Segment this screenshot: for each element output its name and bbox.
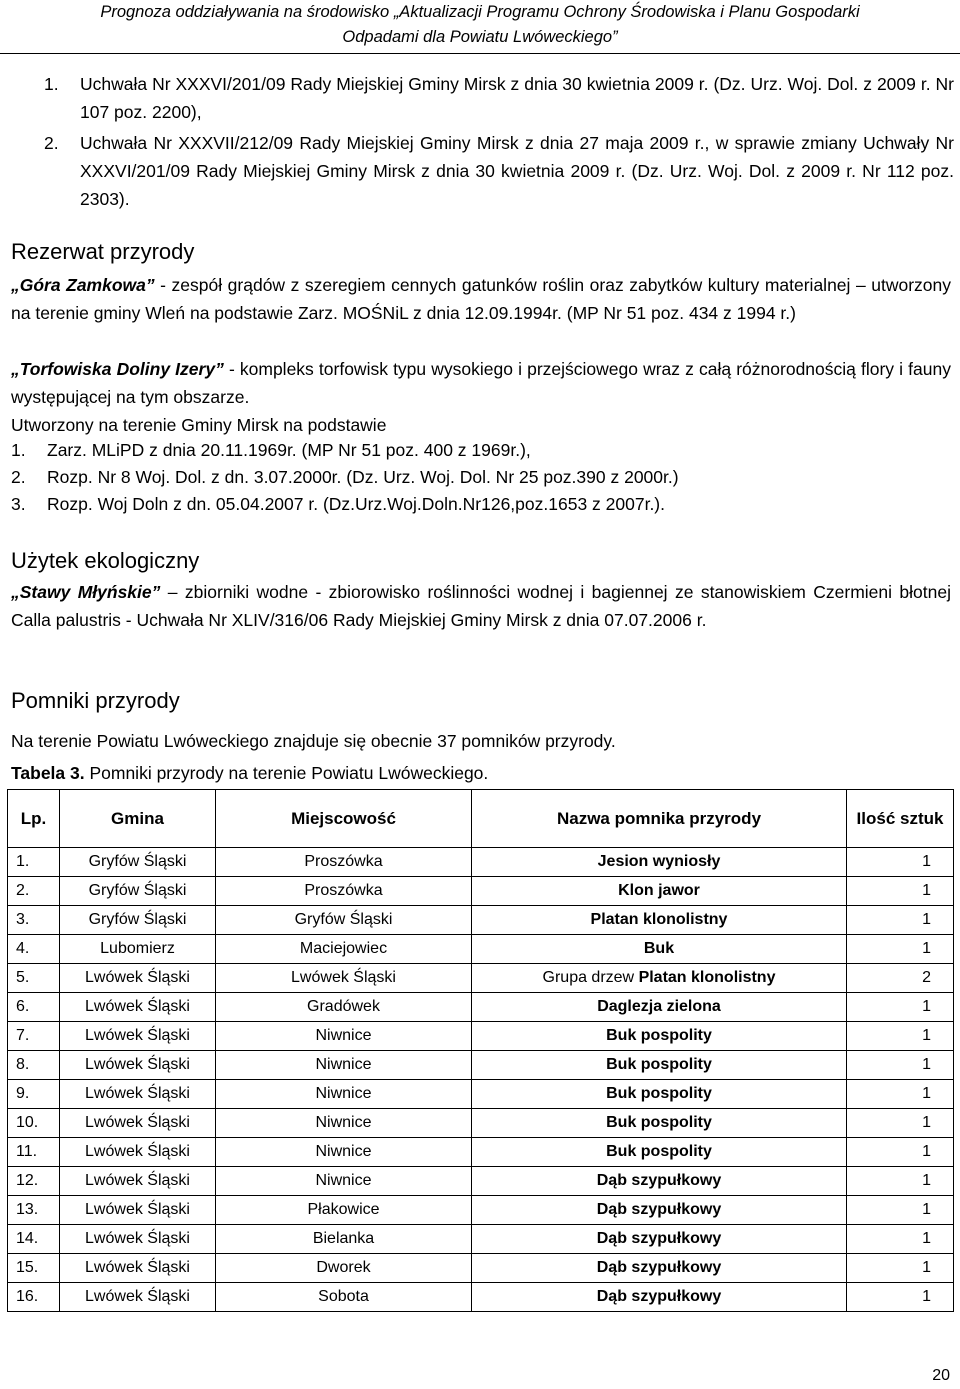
cell-ilosc: 1 [847,1022,954,1051]
cell-ilosc: 1 [847,877,954,906]
cell-lp: 2. [8,877,60,906]
monuments-heading: Pomniki przyrody [11,688,180,713]
cell-gmina: Lwówek Śląski [60,1051,216,1080]
resolution-item-2 [44,129,954,213]
cell-lp: 11. [8,1138,60,1167]
cell-ilosc: 1 [847,1109,954,1138]
cell-lp: 10. [8,1109,60,1138]
page-number: 20 [932,1367,950,1384]
cell-nazwa: Buk pospolity [472,1138,847,1167]
cell-nazwa: Buk [472,935,847,964]
stawy-text: – zbiorniki wodne - zbiorowisko roślinności wodnej i bagiennej ze stanowiskiem Czermieni błotnej Calla palustris - Uchwała Nr XLIV/316/06 Rady Miejskiej Gminy Mirsk z dnia 07.07.2006 r. [11,582,951,630]
table-row [8,1051,954,1080]
cell-ilosc: 1 [847,1283,954,1312]
reserve-heading: Rezerwat przyrody [11,239,195,264]
cell-nazwa: Daglezja zielona [472,993,847,1022]
cell-nazwa: Buk pospolity [472,1022,847,1051]
header-line-2: Odpadami dla Powiatu Lwóweckiego” [342,28,618,46]
gora-zamkowa-text: - zespół grądów z szeregiem cennych gatunków roślin oraz zabytków kultury materialnej – utworzony na terenie gminy Wleń na podstawie Zarz. MOŚNiL z dnia 12.09.1994r. (MP Nr 51 poz. 434 z 1994 r.) [11,275,951,323]
table-caption-label: Tabela 3. [11,763,85,783]
list-text: Uchwała Nr XXXVI/201/09 Rady Miejskiej Gminy Mirsk z dnia 30 kwietnia 2009 r. (Dz. Urz. Woj. Dol. z 2009 r. Nr 107 poz. 2200), [80,74,954,122]
cell-lp: 5. [8,964,60,993]
cell-gmina: Lwówek Śląski [60,1196,216,1225]
cell-nazwa: Buk pospolity [472,1080,847,1109]
cell-miejscowosc: Niwnice [216,1167,472,1196]
cell-nazwa [472,964,847,993]
cell-gmina: Lubomierz [60,935,216,964]
cell-ilosc: 1 [847,848,954,877]
table-row [8,993,954,1022]
cell-lp: 3. [8,906,60,935]
torfowiska-name: „Torfowiska Doliny Izery” [11,359,224,379]
cell-miejscowosc: Maciejowiec [216,935,472,964]
cell-nazwa: Jesion wyniosły [472,848,847,877]
cell-lp: 13. [8,1196,60,1225]
table-row [8,906,954,935]
cell-nazwa: Platan klonolistny [472,906,847,935]
page-header [0,0,960,50]
cell-nazwa: Dąb szypułkowy [472,1167,847,1196]
table-row [8,964,954,993]
column-header-lp: Lp. [8,790,60,848]
cell-miejscowosc: Niwnice [216,1051,472,1080]
monuments-intro: Na terenie Powiatu Lwóweckiego znajduje się obecnie 37 pomników przyrody. [11,731,616,751]
stawy-name: „Stawy Młyńskie” [11,582,161,602]
cell-ilosc: 1 [847,1080,954,1109]
cell-lp: 1. [8,848,60,877]
list-number: 3. [11,494,26,514]
cell-gmina: Gryfów Śląski [60,906,216,935]
cell-gmina: Lwówek Śląski [60,1138,216,1167]
cell-miejscowosc: Gradówek [216,993,472,1022]
cell-lp: 8. [8,1051,60,1080]
cell-ilosc: 1 [847,993,954,1022]
header-line-1: Prognoza oddziaływania na środowisko „Aktualizacji Programu Ochrony Środowiska i Planu Gospodarki [100,3,860,21]
table-row [8,1196,954,1225]
nature-monuments-table [7,789,954,1312]
cell-gmina: Lwówek Śląski [60,964,216,993]
column-header-nazwa: Nazwa pomnika przyrody [472,790,847,848]
reserve-basis-list [11,437,951,518]
stawy-paragraph [11,578,951,634]
table-row [8,1254,954,1283]
gora-zamkowa-paragraph [11,271,951,327]
list-text: Zarz. MLiPD z dnia 20.11.1969r. (MP Nr 51 poz. 400 z 1969r.), [47,440,531,460]
cell-lp: 4. [8,935,60,964]
cell-nazwa: Dąb szypułkowy [472,1283,847,1312]
cell-ilosc: 1 [847,935,954,964]
cell-gmina: Lwówek Śląski [60,1225,216,1254]
cell-miejscowosc: Niwnice [216,1138,472,1167]
list-text: Rozp. Woj Doln z dn. 05.04.2007 r. (Dz.Urz.Woj.Doln.Nr126,poz.1653 z 2007r.). [47,494,665,514]
gora-zamkowa-name: „Góra Zamkowa” [11,275,155,295]
table-row [8,848,954,877]
cell-lp: 15. [8,1254,60,1283]
list-number: 1. [44,74,59,94]
table-header-row [8,790,954,848]
cell-lp: 14. [8,1225,60,1254]
header-divider [0,53,960,54]
cell-ilosc: 1 [847,1254,954,1283]
cell-nazwa: Dąb szypułkowy [472,1225,847,1254]
reserve-created-text: Utworzony na terenie Gminy Mirsk na podstawie [11,415,387,435]
cell-ilosc: 1 [847,1225,954,1254]
cell-gmina: Gryfów Śląski [60,848,216,877]
cell-miejscowosc: Niwnice [216,1080,472,1109]
cell-miejscowosc: Dworek [216,1254,472,1283]
list-text: Uchwała Nr XXXVII/212/09 Rady Miejskiej Gminy Mirsk z dnia 27 maja 2009 r., w sprawie zmiany Uchwały Nr XXXVI/201/09 Rady Miejskiej Gminy Mirsk z dnia 30 kwietnia 2009 r. (Dz. Urz. Woj. Dol. z 2009 r. Nr 112 poz. 2303). [80,133,954,209]
list-item [11,464,951,491]
cell-prefix: Grupa drzew [542,969,639,986]
cell-ilosc: 1 [847,1138,954,1167]
cell-name: Platan klonolistny [638,969,776,986]
cell-ilosc: 2 [847,964,954,993]
column-header-ilosc: Ilość sztuk [847,790,954,848]
torfowiska-paragraph [11,355,951,411]
cell-miejscowosc: Lwówek Śląski [216,964,472,993]
cell-gmina: Lwówek Śląski [60,1109,216,1138]
column-header-miejscowosc: Miejscowość [216,790,472,848]
cell-lp: 9. [8,1080,60,1109]
cell-gmina: Lwówek Śląski [60,1080,216,1109]
cell-gmina: Lwówek Śląski [60,1254,216,1283]
table-row [8,1138,954,1167]
cell-miejscowosc: Bielanka [216,1225,472,1254]
cell-miejscowosc: Proszówka [216,877,472,906]
cell-ilosc: 1 [847,1167,954,1196]
cell-ilosc: 1 [847,1051,954,1080]
cell-lp: 7. [8,1022,60,1051]
table-row [8,1109,954,1138]
list-text: Rozp. Nr 8 Woj. Dol. z dn. 3.07.2000r. (Dz. Urz. Woj. Dol. Nr 25 poz.390 z 2000r.) [47,467,679,487]
cell-gmina: Lwówek Śląski [60,1283,216,1312]
cell-lp: 16. [8,1283,60,1312]
cell-miejscowosc: Sobota [216,1283,472,1312]
cell-miejscowosc: Niwnice [216,1022,472,1051]
cell-miejscowosc: Płakowice [216,1196,472,1225]
table-row [8,935,954,964]
table-row [8,1022,954,1051]
resolution-item-1 [44,70,954,126]
list-item [11,437,951,464]
column-header-gmina: Gmina [60,790,216,848]
cell-gmina: Lwówek Śląski [60,1167,216,1196]
table-row [8,1167,954,1196]
torfowiska-text: - kompleks torfowisk typu wysokiego i przejściowego wraz z całą różnorodnością flory i fauny występującej na tym obszarze. [11,359,951,407]
cell-gmina: Gryfów Śląski [60,877,216,906]
table-row [8,1080,954,1109]
cell-gmina: Lwówek Śląski [60,993,216,1022]
cell-nazwa: Klon jawor [472,877,847,906]
cell-ilosc: 1 [847,906,954,935]
list-item [11,491,951,518]
cell-gmina: Lwówek Śląski [60,1022,216,1051]
cell-ilosc: 1 [847,1196,954,1225]
cell-lp: 12. [8,1167,60,1196]
cell-miejscowosc: Niwnice [216,1109,472,1138]
cell-miejscowosc: Gryfów Śląski [216,906,472,935]
table-body [8,848,954,1312]
cell-nazwa: Buk pospolity [472,1051,847,1080]
eco-heading: Użytek ekologiczny [11,548,200,573]
cell-nazwa: Dąb szypułkowy [472,1254,847,1283]
list-number: 1. [11,440,26,460]
list-number: 2. [11,467,26,487]
cell-miejscowosc: Proszówka [216,848,472,877]
list-number: 2. [44,133,59,153]
table-caption-text: Pomniki przyrody na terenie Powiatu Lwóweckiego. [84,763,489,783]
table-row [8,877,954,906]
table-row [8,1283,954,1312]
table-caption [11,759,951,787]
cell-nazwa: Buk pospolity [472,1109,847,1138]
cell-lp: 6. [8,993,60,1022]
table-row [8,1225,954,1254]
cell-nazwa: Dąb szypułkowy [472,1196,847,1225]
